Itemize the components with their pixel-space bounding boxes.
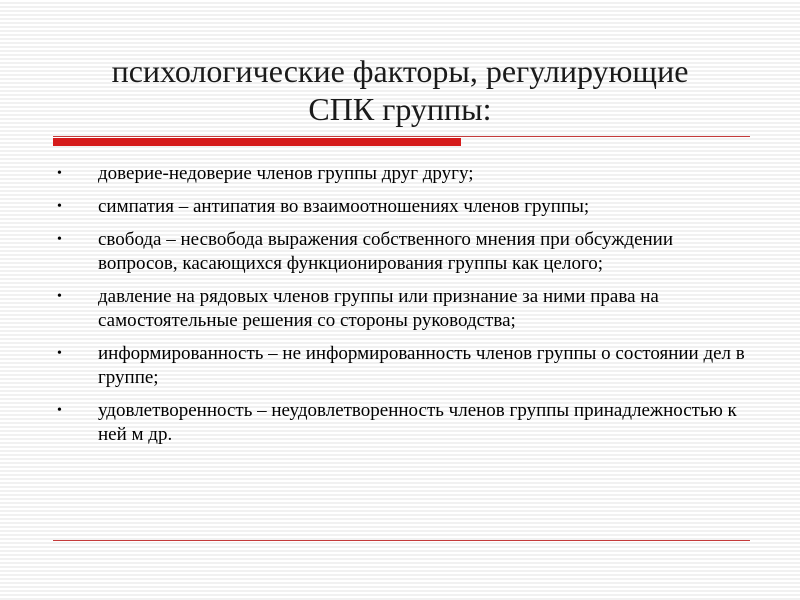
bullet-item-pressure bbox=[57, 285, 747, 333]
bullet-icon: • bbox=[57, 289, 62, 304]
bullet-item-awareness bbox=[57, 342, 747, 390]
footer-divider-line bbox=[53, 540, 750, 541]
bullet-icon: • bbox=[57, 346, 62, 361]
bullet-list bbox=[57, 162, 747, 456]
bullet-text: давление на рядовых членов группы или признание за ними права на самостоятельные решения со стороны руководства; bbox=[98, 286, 659, 331]
bullet-item-satisfaction bbox=[57, 399, 747, 447]
bullet-icon: • bbox=[57, 232, 62, 247]
bullet-text: симпатия – антипатия во взаимоотношениях членов группы; bbox=[98, 196, 590, 217]
slide-title-line-1: психологические факторы, регулирующие bbox=[111, 53, 689, 89]
bullet-text: удовлетворенность – неудовлетворенность членов группы принадлежностью к ней м др. bbox=[98, 400, 737, 445]
bullet-text: доверие-недоверие членов группы друг другу; bbox=[98, 163, 474, 184]
bullet-icon: • bbox=[57, 199, 62, 214]
bullet-icon: • bbox=[57, 166, 62, 181]
bullet-text: свобода – несвобода выражения собственного мнения при обсуждении вопросов, касающихся функционирования группы как целого; bbox=[98, 229, 674, 274]
title-divider-line bbox=[53, 136, 750, 137]
title-accent-bar bbox=[53, 138, 461, 146]
slide-title bbox=[40, 52, 760, 128]
bullet-item-trust bbox=[57, 162, 747, 186]
bullet-icon: • bbox=[57, 403, 62, 418]
slide-title-line-2: СПК группы: bbox=[308, 91, 492, 127]
bullet-item-sympathy bbox=[57, 195, 747, 219]
bullet-text: информированность – не информированность членов группы о состоянии дел в группе; bbox=[98, 343, 745, 388]
bullet-item-freedom bbox=[57, 228, 747, 276]
